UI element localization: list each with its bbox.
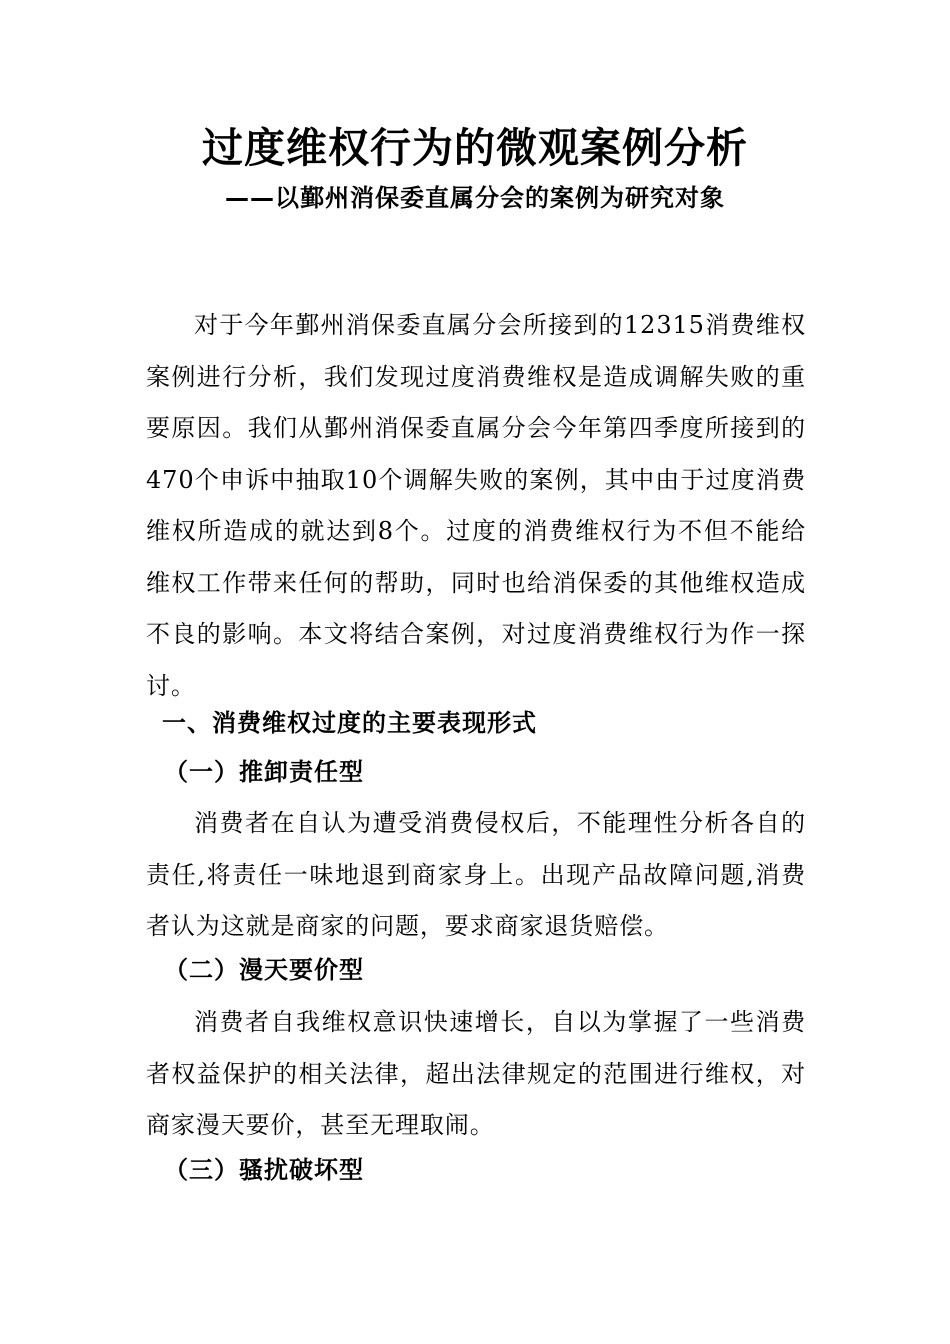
subsection-heading: （二）漫天要价型 — [164, 956, 364, 984]
document-subtitle: ——以鄞州消保委直属分会的案例为研究对象 — [225, 184, 725, 212]
subsection-paragraph: 消费者在自认为遭受消费侵权后，不能理性分析各自的责任,将责任一味地退到商家身上。出现产品故障问题,消费者认为这就是商家的问题，要求商家退货赔偿。 — [146, 809, 806, 940]
subsection-paragraph: 消费者自我维权意识快速增长，自以为掌握了一些消费者权益保护的相关法律，超出法律规定的范围进行维权，对商家漫天要价，甚至无理取闹。 — [146, 1008, 806, 1139]
subsection-heading: （一）推卸责任型 — [164, 758, 364, 786]
document-title: 过度维权行为的微观案例分析 — [202, 124, 748, 172]
intro-paragraph: 对于今年鄞州消保委直属分会所接到的12315消费维权案例进行分析，我们发现过度消费维权是造成调解失败的重要原因。我们从鄞州消保委直属分会今年第四季度所接到的470个申诉中抽取10个调解失败的案例，其中由于过度消费维权所造成的就达到8个。过度的消费维权行为不但不能给维权工作带来任何的帮助，同时也给消保委的其他维权造成不良的影响。本文将结合案例，对过度消费维权行为作一探讨。 — [146, 311, 806, 700]
subsection-heading: （三）骚扰破坏型 — [164, 1156, 364, 1184]
section-heading: 一、消费维权过度的主要表现形式 — [162, 709, 537, 737]
